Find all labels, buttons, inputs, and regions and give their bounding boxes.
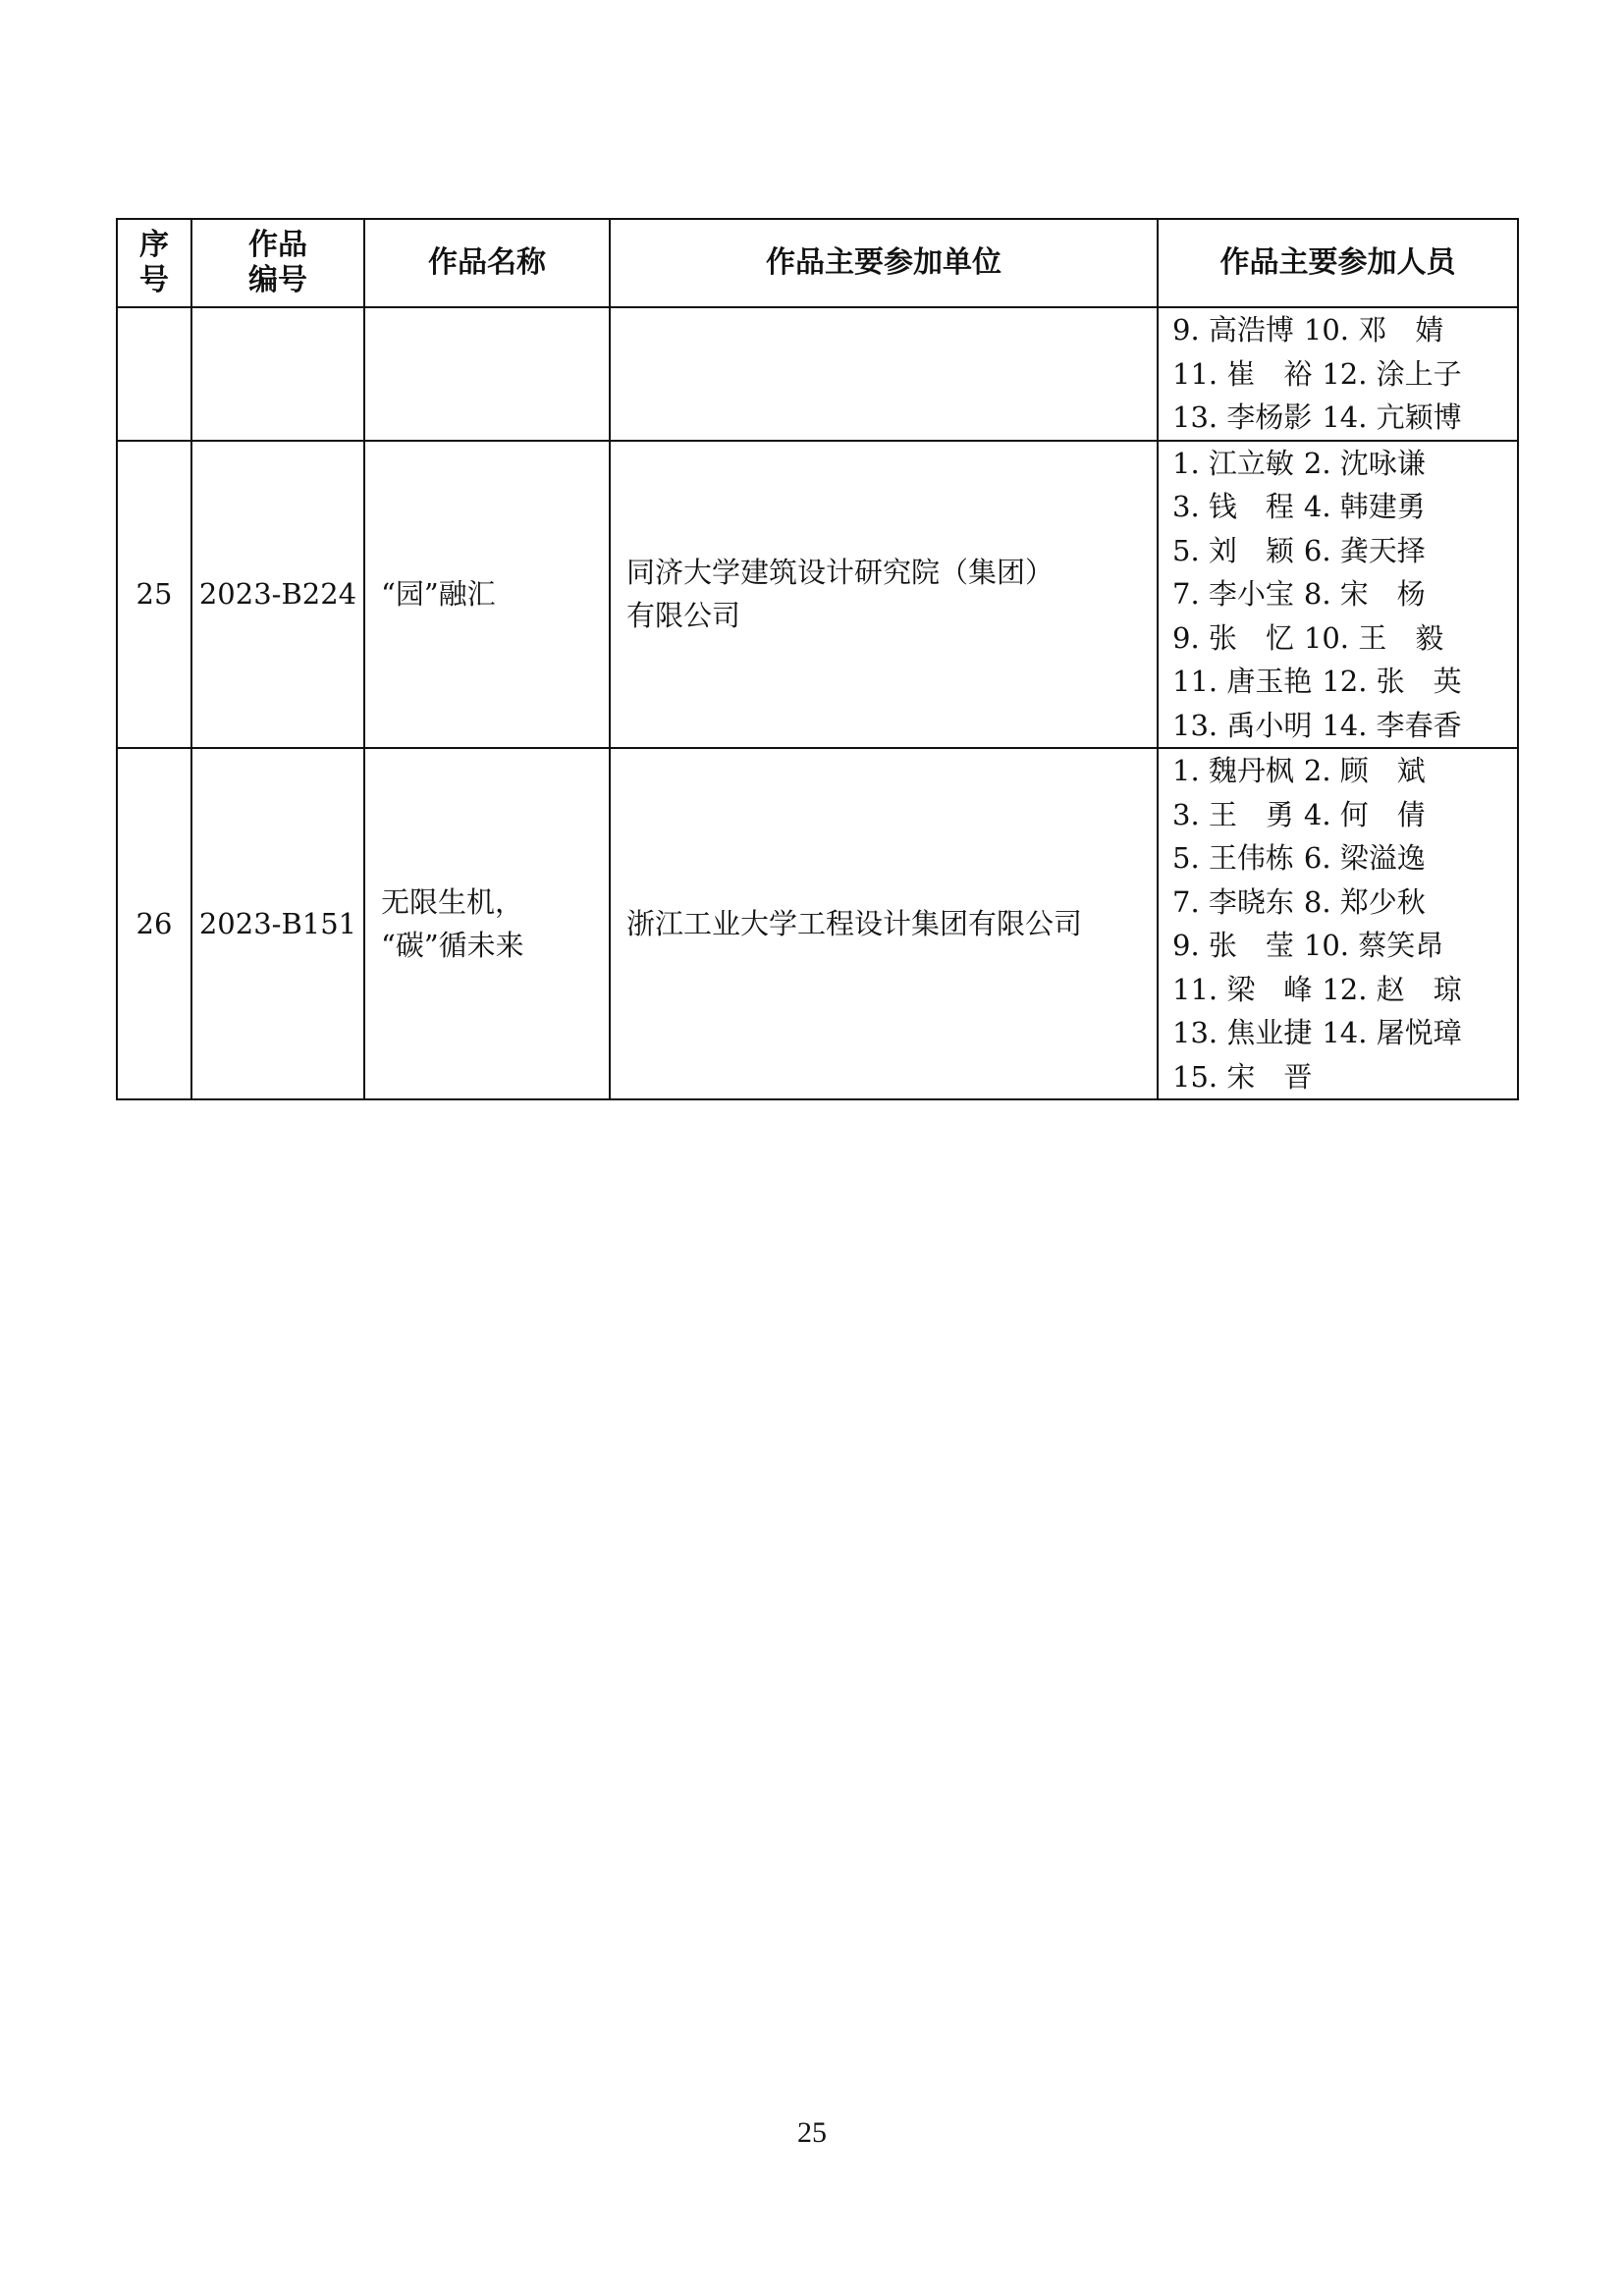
member-line	[1172, 352, 1509, 397]
work-name-line: “园”融汇	[381, 577, 496, 612]
member-name: 9. 张 忆	[1172, 620, 1294, 655]
member-name: 1. 江立敏	[1172, 446, 1294, 480]
member-name: 10. 邓 婧	[1303, 313, 1444, 347]
award-works-table	[116, 218, 1519, 1100]
member-line	[1172, 572, 1509, 616]
cell-serial-number: 25	[117, 441, 191, 749]
work-name-line: 无限生机，	[381, 885, 524, 919]
member-name: 9. 高浩博	[1172, 313, 1294, 347]
member-name: 10. 王 毅	[1303, 620, 1444, 655]
member-name: 12. 张 英	[1322, 665, 1462, 698]
member-name: 13. 李杨影	[1172, 400, 1313, 434]
member-line	[1172, 924, 1509, 968]
page-number: 25	[797, 2116, 827, 2149]
cell-serial-number: 26	[117, 748, 191, 1099]
cell-participating-unit	[610, 307, 1158, 441]
table-body	[117, 307, 1518, 1099]
member-line	[1172, 485, 1509, 529]
member-name: 7. 李小宝	[1172, 577, 1294, 611]
header-work-code	[191, 219, 364, 307]
cell-participating-unit	[610, 441, 1158, 749]
member-name: 6. 龚天择	[1303, 533, 1426, 567]
header-work-name: 作品名称	[364, 219, 610, 307]
table-row	[117, 748, 1518, 1099]
cell-work-code: 2023-B224	[191, 441, 364, 749]
member-name: 10. 蔡笑昂	[1303, 929, 1444, 962]
participating-unit-line: 同济大学建筑设计研究院（集团）	[626, 556, 1055, 590]
member-name: 4. 韩建勇	[1303, 490, 1426, 523]
member-name: 8. 宋 杨	[1303, 577, 1426, 611]
member-name: 9. 张 莹	[1172, 929, 1294, 962]
participating-unit-line: 有限公司	[626, 599, 741, 633]
member-line	[1172, 308, 1509, 352]
member-line	[1172, 793, 1509, 837]
member-name: 2. 顾 斌	[1303, 754, 1426, 787]
member-name: 12. 涂上子	[1322, 356, 1462, 391]
table-row	[117, 307, 1518, 441]
cell-participating-members	[1158, 441, 1518, 749]
member-name: 11. 唐玉艳	[1172, 665, 1313, 698]
member-name: 15. 宋 晋	[1172, 1059, 1313, 1094]
member-name: 11. 崔 裕	[1172, 356, 1313, 391]
member-line	[1172, 749, 1509, 793]
member-name: 14. 屠悦璋	[1322, 1016, 1462, 1049]
table-row	[117, 441, 1518, 749]
member-line	[1172, 968, 1509, 1012]
member-name: 7. 李晓东	[1172, 884, 1294, 919]
cell-work-name	[364, 748, 610, 1099]
member-name: 5. 刘 颖	[1172, 533, 1294, 567]
member-name: 3. 王 勇	[1172, 797, 1294, 831]
cell-work-code: 2023-B151	[191, 748, 364, 1099]
member-line	[1172, 704, 1509, 748]
member-name: 13. 禹小明	[1172, 708, 1313, 742]
cell-participating-members	[1158, 748, 1518, 1099]
header-serial-number-line1: 序	[139, 228, 169, 262]
member-name: 13. 焦业捷	[1172, 1016, 1313, 1049]
header-participating-members: 作品主要参加人员	[1158, 219, 1518, 307]
member-line	[1172, 660, 1509, 704]
participating-unit-line: 浙江工业大学工程设计集团有限公司	[626, 907, 1083, 940]
member-line	[1172, 529, 1509, 573]
member-line	[1172, 881, 1509, 925]
member-line	[1172, 442, 1509, 486]
member-name: 8. 郑少秋	[1303, 884, 1426, 919]
member-line	[1172, 1055, 1509, 1099]
cell-work-name	[364, 441, 610, 749]
cell-work-code	[191, 307, 364, 441]
member-name: 14. 亢颖博	[1322, 400, 1462, 434]
member-name: 2. 沈咏谦	[1303, 446, 1426, 480]
cell-participating-members	[1158, 307, 1518, 441]
member-name: 3. 钱 程	[1172, 490, 1294, 523]
cell-work-name	[364, 307, 610, 441]
header-work-code-line2: 编号	[248, 263, 307, 297]
member-name: 11. 梁 峰	[1172, 972, 1313, 1006]
header-participating-unit: 作品主要参加单位	[610, 219, 1158, 307]
member-name: 12. 赵 琼	[1322, 972, 1462, 1006]
member-name: 1. 魏丹枫	[1172, 754, 1294, 787]
header-serial-number	[117, 219, 191, 307]
header-serial-number-line2: 号	[139, 263, 169, 297]
member-line	[1172, 1011, 1509, 1055]
member-line	[1172, 396, 1509, 440]
table-header-row	[117, 219, 1518, 307]
member-line	[1172, 836, 1509, 881]
cell-participating-unit	[610, 748, 1158, 1099]
member-line	[1172, 616, 1509, 661]
member-name: 6. 梁溢逸	[1303, 841, 1426, 875]
work-name-line: “碳”循未来	[381, 929, 524, 962]
member-name: 4. 何 倩	[1303, 797, 1426, 831]
member-name: 5. 王伟栋	[1172, 841, 1294, 875]
header-work-code-line1: 作品	[248, 228, 307, 262]
cell-serial-number	[117, 307, 191, 441]
member-name: 14. 李春香	[1322, 708, 1462, 742]
